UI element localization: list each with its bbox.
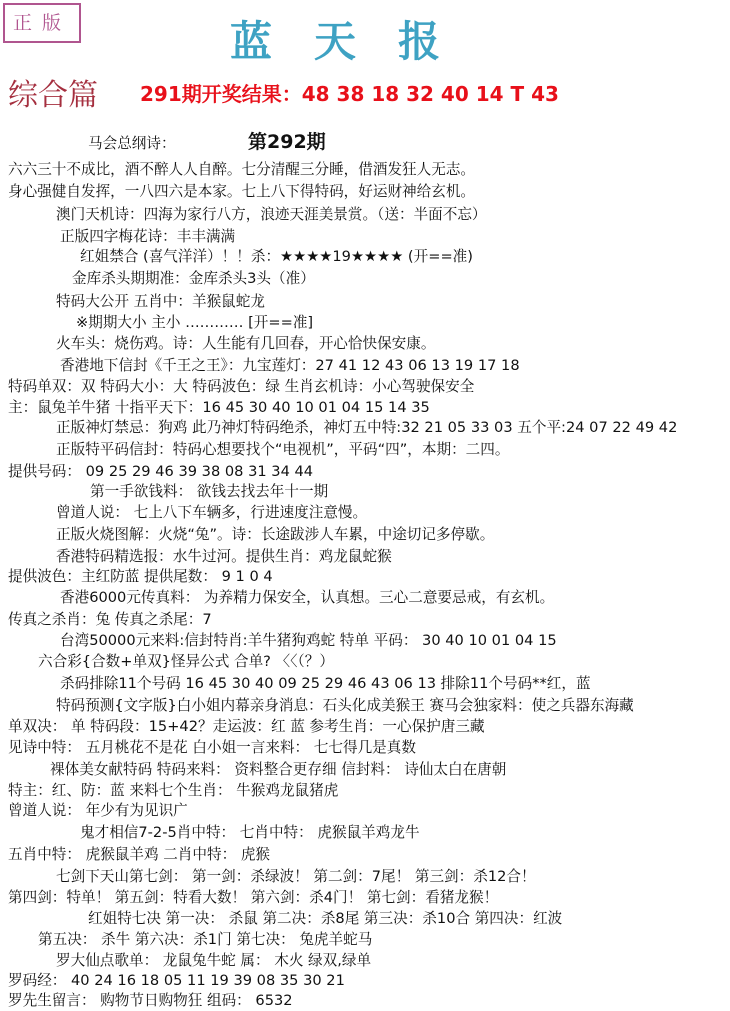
text-line: 五肖中特： 虎猴鼠羊鸡 二肖中特： 虎猴 — [8, 846, 271, 863]
text-line: 罗先生留言： 购物节日购物狂 组码： 6532 — [8, 992, 293, 1009]
text-line: 鬼才相信7-2-5肖中特： 七肖中特： 虎猴鼠羊鸡龙牛 — [80, 824, 420, 841]
text-line: 香港地下信封《千王之王》：九宝莲灯：27 41 12 43 06 13 19 17 18 — [60, 357, 520, 374]
text-line: 台湾50000元来料:信封特肖:羊牛猪狗鸡蛇 特单 平码： 30 40 10 01 04 15 — [60, 632, 557, 649]
text-line: 红姐特七决 第一决： 杀鼠 第二决：杀8尾 第三决：杀10合 第四决：红波 — [88, 910, 563, 927]
text-line: 曾道人说： 七上八下车辆多，行进速度注意慢。 — [56, 504, 368, 521]
text-line: 正版特平码信封：特码心想要找个“电视机”，平码“四”，本期：二四。 — [56, 441, 510, 458]
text-line: 六六三十不成比，酒不醉人人自醉。七分清醒三分睡，借酒发狂人无志。 — [8, 161, 476, 178]
text-line: 第一手欲钱料： 欲钱去找去年十一期 — [90, 483, 329, 500]
text-line: 香港6000元传真料： 为养精力保安全，认真想。三心二意要忌戒，有玄机。 — [60, 589, 555, 606]
text-line: 提供波色：主红防蓝 提供尾数： 9 1 0 4 — [8, 568, 273, 585]
text-line: 见诗中特： 五月桃花不是花 白小姐一言来料： 七七得几是真数 — [8, 739, 416, 756]
text-line: 马会总纲诗： — [88, 135, 176, 152]
text-line: 单双决： 单 特码段：15+42？走运波：红 蓝 参考生肖：一心保护唐三藏 — [8, 718, 485, 735]
text-line: 七剑下天山第七剑： 第一剑：杀绿波！ 第二剑：7尾！ 第三剑：杀12合！ — [56, 868, 536, 885]
text-line: 正版神灯禁忌：狗鸡 此乃神灯特码绝杀，神灯五中特:32 21 05 33 03 五个平:24 07 22 49 42 — [56, 419, 678, 436]
issue-number: 第292期 — [248, 131, 326, 153]
authentic-badge: 正版 — [3, 3, 81, 43]
text-line: 传真之杀肖：兔 传真之杀尾：7 — [8, 611, 212, 628]
text-line: 金库杀头期期准：金库杀头3头（准） — [72, 270, 315, 287]
text-line: 香港特码精选报：水牛过河。提供生肖：鸡龙鼠蛇猴 — [56, 548, 392, 565]
text-line: 第四剑：特单！ 第五剑：特看大数！ 第六剑：杀4门！ 第七剑：看猪龙猴！ — [8, 889, 499, 906]
text-line: 曾道人说： 年少有为见识广 — [8, 802, 188, 819]
text-line: 正版四字梅花诗：丰丰满满 — [60, 228, 236, 245]
text-line: 裸体美女献特码 特码来料： 资料整合更存细 信封料： 诗仙太白在唐朝 — [50, 761, 507, 778]
text-line: 特主：红、防：蓝 来料七个生肖： 牛猴鸡龙鼠猪虎 — [8, 782, 339, 799]
section-label: 综合篇 — [8, 78, 98, 113]
text-line: 杀码排除11个号码 16 45 30 40 09 25 29 46 43 06 13 排除11个号码**红，蓝 — [60, 675, 591, 692]
text-line: 罗码经： 40 24 16 18 05 11 19 39 08 35 30 21 — [8, 972, 345, 989]
text-line: 澳门天机诗：四海为家行八方，浪迹天涯美景赏。（送：半面不忘） — [56, 206, 487, 223]
text-line: 正版火烧图解：火烧“兔”。诗：长途跋涉人车累，中途切记多停歇。 — [56, 526, 495, 543]
text-line: 身心强健自发挥，一八四六是本家。七上八下得特码，好运财神给玄机。 — [8, 183, 476, 200]
text-line: 红姐禁合 (喜气洋洋）！！杀：★★★★19★★★★ (开==准) — [80, 248, 473, 265]
text-line: 特码大公开 五肖中：羊猴鼠蛇龙 — [56, 293, 265, 310]
text-line: 火车头：烧伤鸡。诗：人生能有几回春，开心恰快保安康。 — [56, 335, 436, 352]
text-line: 主：鼠兔羊牛猪 十指平天下：16 45 30 40 10 01 04 15 14 35 — [8, 399, 430, 416]
text-line: 提供号码： 09 25 29 46 39 38 08 31 34 44 — [8, 463, 314, 480]
text-line: ※期期大小 主小 ………… [开==准] — [76, 314, 314, 331]
text-line: 六合彩{合数+单双}怪异公式 合单? 〈〈（？） — [38, 653, 334, 670]
previous-draw-result: 291期开奖结果：48 38 18 32 40 14 T 43 — [140, 82, 559, 106]
text-line: 罗大仙点歌单： 龙鼠兔牛蛇 属： 木火 绿双,绿单 — [56, 952, 372, 969]
text-line: 第五决： 杀牛 第六决：杀1门 第七决： 兔虎羊蛇马 — [38, 931, 373, 948]
newspaper-title: 蓝天报 — [230, 17, 483, 66]
text-line: 特码预测{文字版}白小姐内幕亲身消息：石头化成美猴王 赛马会独家料：使之兵器东海藏 — [56, 697, 634, 714]
text-line: 特码单双：双 特码大小：大 特码波色：绿 生肖玄机诗：小心驾驶保安全 — [8, 378, 475, 395]
